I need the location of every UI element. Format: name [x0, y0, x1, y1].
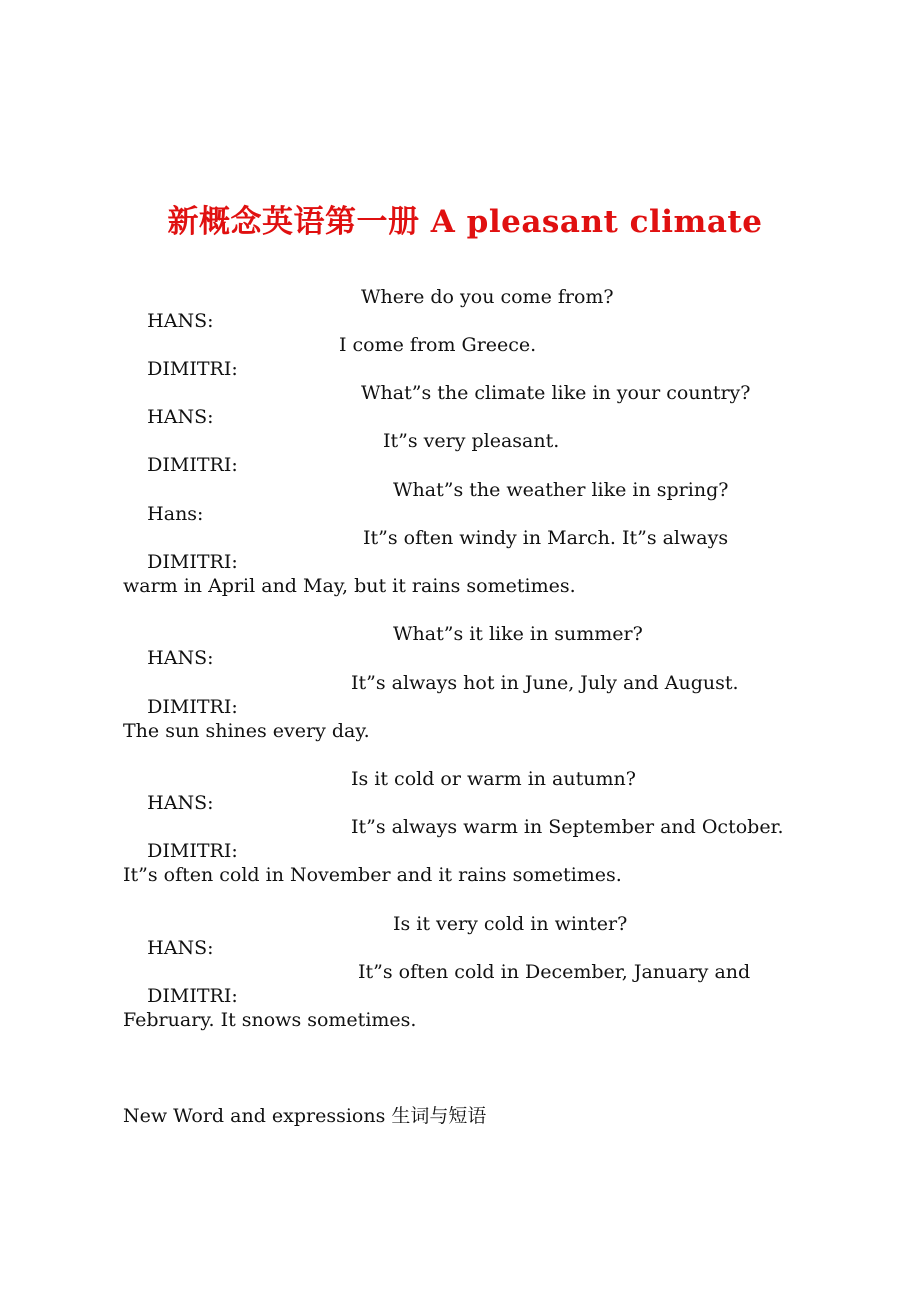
- dialogue-continuation: February. It snows sometimes.: [123, 1009, 417, 1031]
- speaker-label: HANS:: [147, 937, 214, 959]
- speech-text: What”s it like in summer?: [393, 623, 643, 645]
- speech-text: Is it very cold in winter?: [393, 913, 628, 935]
- speaker-label: DIMITRI:: [147, 696, 238, 718]
- speaker-label: HANS:: [147, 792, 214, 814]
- speech-text: It”s always warm in September and October.: [351, 816, 784, 838]
- document-title: 新概念英语第一册 A pleasant climate: [167, 204, 763, 240]
- dialogue-continuation: The sun shines every day.: [123, 720, 370, 742]
- speaker-label: DIMITRI:: [147, 358, 238, 380]
- speech-text: It”s often windy in March. It”s always: [363, 527, 729, 549]
- speech-text: I come from Greece.: [339, 334, 537, 356]
- speaker-label: HANS:: [147, 406, 214, 428]
- section-heading: New Word and expressions 生词与短语: [123, 1105, 487, 1127]
- speech-text: Is it cold or warm in autumn?: [351, 768, 636, 790]
- speaker-label: DIMITRI:: [147, 985, 238, 1007]
- speech-text: It”s often cold in December, January and: [358, 961, 751, 983]
- speaker-label: DIMITRI:: [147, 551, 238, 573]
- speaker-label: DIMITRI:: [147, 454, 238, 476]
- speaker-label: Hans:: [147, 503, 204, 525]
- speech-text: What”s the weather like in spring?: [393, 479, 729, 501]
- speaker-label: HANS:: [147, 647, 214, 669]
- speech-text: Where do you come from?: [361, 286, 614, 308]
- dialogue-continuation: It”s often cold in November and it rains sometimes.: [123, 864, 622, 886]
- speaker-label: DIMITRI:: [147, 840, 238, 862]
- speaker-label: HANS:: [147, 310, 214, 332]
- speech-text: It”s very pleasant.: [383, 430, 560, 452]
- speech-text: What”s the climate like in your country?: [361, 382, 751, 404]
- speech-text: It”s always hot in June, July and August.: [351, 672, 739, 694]
- dialogue-continuation: warm in April and May, but it rains sometimes.: [123, 575, 576, 597]
